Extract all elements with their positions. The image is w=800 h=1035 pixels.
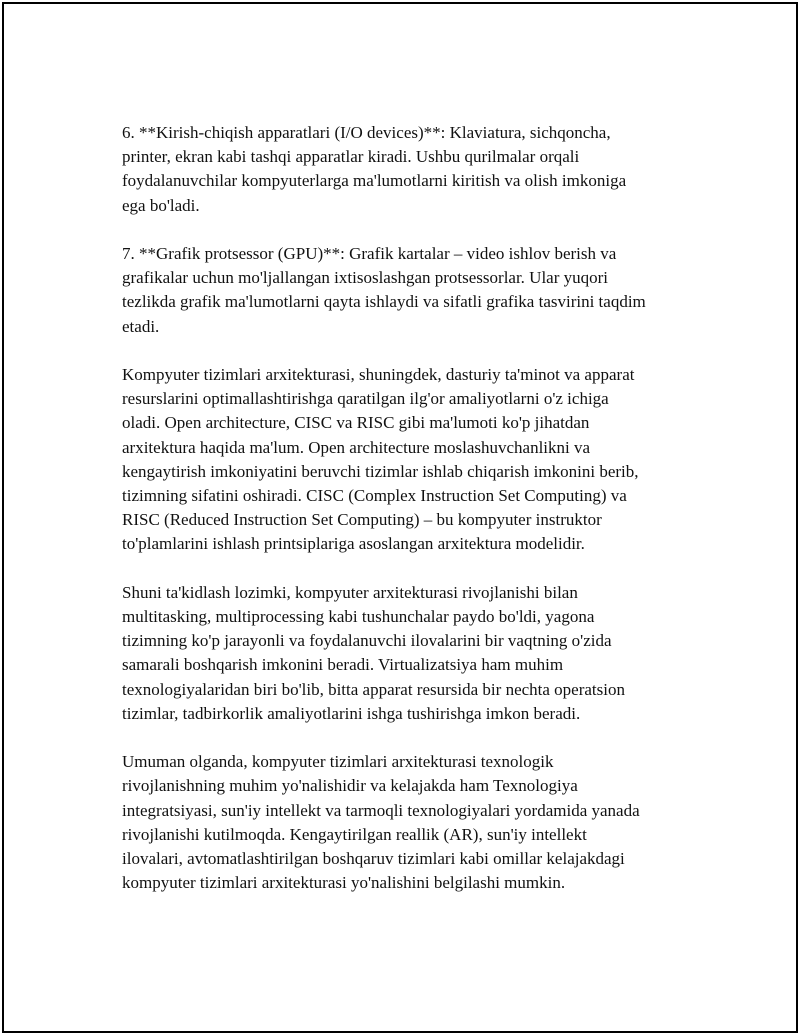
text-line: to'plamlarini ishlash printsiplariga asoslangan arxitektura modelidir.: [122, 534, 585, 554]
text-line: etadi.: [122, 316, 160, 336]
paragraph-multitasking: [122, 581, 702, 726]
text-line: foydalanuvchilar kompyuterlarga ma'lumotlarni kiritish va olish imkoniga: [122, 171, 627, 191]
text-line: ega bo'ladi.: [122, 195, 200, 215]
paragraph-conclusion: [122, 750, 702, 895]
text-line: resurslarini optimallashtirishga qaratilgan ilg'or amaliyotlarni o'z ichiga: [122, 389, 609, 409]
text-line: Kompyuter tizimlari arxitekturasi, shuningdek, dasturiy ta'minot va apparat: [122, 365, 635, 384]
text-line: kengaytirish imkoniyatini beruvchi tizimlar ishlab chiqarish imkonini berib,: [122, 461, 639, 481]
text-line: Shuni ta'kidlash lozimki, kompyuter arxitekturasi rivojlanishi bilan: [122, 582, 578, 602]
text-line: tizimlar, tadbirkorlik amaliyotlarini ishga tushirishga imkon beradi.: [122, 703, 581, 723]
paragraph-architecture: [122, 363, 702, 557]
text-line: rivojlanishi kutilmoqda. Kengaytirilgan reallik (AR), sun'iy intellekt: [122, 824, 587, 844]
text-line: rivojlanishning muhim yo'nalishidir va kelajakda ham Texnologiya: [122, 776, 578, 796]
text-line: tizimning sifatini oshiradi. CISC (Complex Instruction Set Computing) va: [122, 486, 627, 506]
text-line: grafikalar uchun mo'ljallangan ixtisoslashgan protsessorlar. Ular yuqori: [122, 268, 609, 288]
paragraph-gpu: [122, 242, 702, 339]
text-line: samarali boshqarish imkonini beradi. Virtualizatsiya ham muhim: [122, 655, 564, 675]
document-body: [122, 121, 702, 920]
text-line: printer, ekran kabi tashqi apparatlar kiradi. Ushbu qurilmalar orqali: [122, 147, 580, 167]
text-line: tezlikda grafik ma'lumotlarni qayta ishlaydi va sifatli grafika tasvirini taqdim: [122, 292, 646, 312]
text-line: ilovalari, avtomatlashtirilgan boshqaruv tizimlari kabi omillar kelajakdagi: [122, 849, 625, 869]
paragraph-io-devices: [122, 121, 702, 218]
text-line: 7. **Grafik protsessor (GPU)**: Grafik kartalar – video ishlov berish va: [122, 244, 617, 263]
text-line: kompyuter tizimlari arxitekturasi yo'nalishini belgilashi mumkin.: [122, 873, 566, 893]
text-line: texnologiyalaridan biri bo'lib, bitta apparat resursida bir nechta operatsion: [122, 679, 625, 699]
text-line: Umuman olganda, kompyuter tizimlari arxitekturasi texnologik: [122, 752, 554, 772]
text-line: tizimning ko'p jarayonli va foydalanuvchi ilovalarini bir vaqtning o'zida: [122, 631, 612, 651]
text-line: multitasking, multiprocessing kabi tushunchalar paydo bo'ldi, yagona: [122, 607, 595, 627]
text-line: RISC (Reduced Instruction Set Computing) – bu kompyuter instruktor: [122, 510, 602, 530]
text-line: oladi. Open architecture, CISC va RISC gibi ma'lumoti ko'p jihatdan: [122, 413, 590, 433]
text-line: 6. **Kirish-chiqish apparatlari (I/O devices)**: Klaviatura, sichqoncha,: [122, 123, 611, 142]
text-line: arxitektura haqida ma'lum. Open architecture moslashuvchanlikni va: [122, 437, 591, 457]
page-frame: [2, 2, 798, 1033]
text-line: integratsiyasi, sun'iy intellekt va tarmoqli texnologiyalari yordamida yanada: [122, 800, 640, 820]
